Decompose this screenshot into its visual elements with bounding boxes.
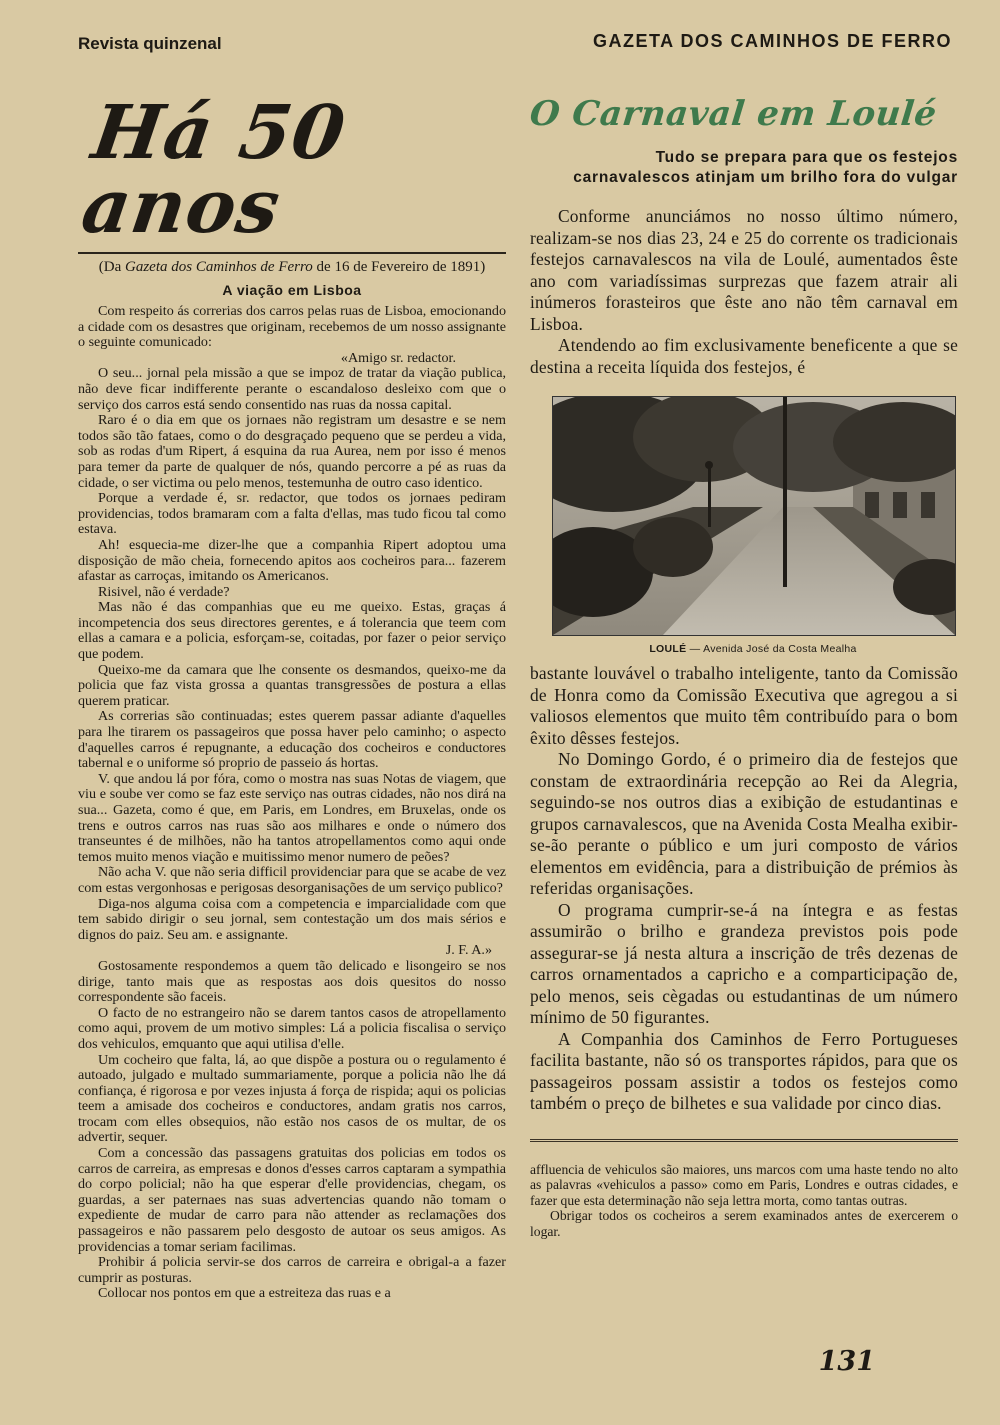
photo-caption bbox=[552, 643, 954, 655]
source-suffix: de 16 de Fevereiro de 1891) bbox=[312, 259, 486, 275]
left-paragraph: Raro é o dia em que os jornaes não registram um desastre e se nem todos são tão fataes, como o do desgraçado pequeno que se perdeu a vida, sob as rodas d'um Ripert, á esquina da rua Aurea, nem por isso é menos para temer da parte de qualquer de nós, quando percorre a pé as ruas da cidade, o ser victima ou pelo menos, testemunha de outro caso identico. bbox=[78, 412, 506, 491]
left-article-title: Há 50 anos bbox=[76, 90, 351, 250]
right-article-title: O Carnaval em Loulé bbox=[527, 94, 939, 134]
left-paragraph: Queixo-me da camara que lhe consente os desmandos, queixo-me da policia que faz vista grossa a quantas transgressões de postura a ellas querem praticar. bbox=[78, 661, 506, 709]
left-paragraph: Diga-nos alguma coisa com a competencia e imparcialidade com que tem sabido dirigir o seu jornal, sem contestação um dos mais sérios e dignos do paiz. Seu am. e assignante. bbox=[78, 895, 506, 943]
right-paragraph: No Domingo Gordo, é o primeiro dia de festejos que constam de extraordinária recepção ao Rei da Alegria, seguindo-se nos outros dias a exibição de estudantinas e grupos carnavalescos, que na Avenida Costa Mealha exibir-se-ão perante o público e um juri composto de vários elementos em evidência, para a distribuição de prémios às referidas organisações. bbox=[530, 749, 958, 898]
letter-signature: J. F. A.» bbox=[445, 942, 492, 959]
letter-salutation: «Amigo sr. redactor. bbox=[340, 349, 456, 366]
continuation-paragraph: Obrigar todos os cocheiros a serem examinados antes de exercerem o logar. bbox=[530, 1208, 958, 1239]
right-column bbox=[527, 90, 958, 1239]
left-subhead: A viação em Lisboa bbox=[222, 282, 362, 298]
caption-text: — Avenida José da Costa Mealha bbox=[686, 643, 857, 655]
left-paragraph: Gostosamente respondemos a quem tão delicado e lisongeiro se nos dirige, tanto mais que as respostas aos dois quesitos do nosso correspondente são faceis. bbox=[78, 957, 506, 1006]
source-line bbox=[78, 259, 506, 276]
right-paragraph: Atendendo ao fim exclusivamente beneficente a que se destina a receita líquida dos festejos, é bbox=[530, 335, 958, 377]
right-paragraph: O programa cumprir-se-á na íntegra e as festas assumirão o brilho e grandeza previstos pois pode assegurar-se já nesta altura a inscrição de três dezenas de carros ornamentados a capricho e a comparticipação de, pelo menos, seis cègadas ou estudantinas de um número mínimo de 50 figurantes. bbox=[530, 899, 958, 1027]
left-paragraph: Risivel, não é verdade? bbox=[98, 583, 230, 600]
source-prefix: (Da bbox=[98, 259, 125, 275]
page-number: 131 bbox=[818, 1346, 875, 1377]
right-paragraph: bastante louvável o trabalho inteligente, tanto da Comissão de Honra como da Comissão Executiva que agregou a si valiosos elementos que muito têm contribuído para o bom êxito dêsses festejos. bbox=[530, 663, 958, 748]
left-paragraph: Mas não é das companhias que eu me queixo. Estas, graças á incompetencia dos seus directores gerentes, e á tolerancia que teem com ellas a camara e a policia, esforçam-se, coitadas, por fazer o peior serviço que podem. bbox=[78, 599, 506, 663]
title-rule bbox=[78, 252, 506, 254]
deck-line: Tudo se prepara para que os festejos bbox=[655, 149, 958, 166]
right-paragraph: Conforme anunciámos no nosso último número, realizam-se nos dias 23, 24 e 25 do corrente os tradicionais festejos carnavalescos na vila de Loulé, aumentados êste ano com variadíssimas surprezas que fazem atrair ali inúmeros forasteiros que êste ano não têm carnaval em Lisboa. bbox=[530, 206, 958, 334]
article-deck bbox=[530, 148, 958, 188]
left-paragraph: O seu... jornal pela missão a que se impoz de tratar da viação publica, não deve ficar indifferente perante o escandaloso desleixo com que o serviço dos carros está sendo consentido nas ruas da nossa capital. bbox=[78, 365, 506, 413]
avenue-photo bbox=[552, 396, 956, 636]
left-paragraph: Com respeito ás correrias dos carros pelas ruas de Lisboa, emocionando a cidade com os desastres que originam, recebemos de um nosso assignante o seguinte comunicado: bbox=[78, 303, 506, 351]
header-right: GAZETA DOS CAMINHOS DE FERRO bbox=[592, 31, 952, 51]
photo-figure bbox=[552, 396, 954, 655]
left-paragraph: Prohibir á policia servir-se dos carros de carreira e obrigal-a a fazer cumprir as posturas. bbox=[78, 1254, 506, 1286]
left-paragraph: Com a concessão das passagens gratuitas dos policias em todos os carros de carreira, as empresas e donos d'esses carros captaram a sympathia do corpo policial; não ha que esperar d'elle providencias, chegam, os guardas, a ser paternaes nas suas advertencias quando não tomam o expediente de mudar de carro para não attender as reclamações dos passageiros e não passarem pelo desgosto de autoar os seus amigos. As providencias a tomar seriam facilimas. bbox=[78, 1145, 506, 1255]
left-paragraph: Ah! esquecia-me dizer-lhe que a companhia Ripert adoptou uma disposição de mão cheia, fornecendo apitos aos cocheiros para... fazerem afastar as carroças, imitando os Americanos. bbox=[78, 536, 506, 585]
left-paragraph: V. que andou lá por fóra, como o mostra nas suas Notas de viagem, que viu e soube ver como se faz este serviço nas outras cidades, não nos dirá na sua... Gazeta, como é que, em Paris, em Londres, em Bruxelas, onde os trens e outros carros nas ruas são aos milhares e onde o número dos transeuntes é de milhões, não ha tantos atropellamentos como aqui onde temos muito menos viação e muitissimo menor numero de peões? bbox=[78, 770, 506, 865]
right-paragraph: A Companhia dos Caminhos de Ferro Portugueses facilita bastante, não só os transportes rápidos, para que os passageiros possam assistir a todos os festejos como também o preço de bilhetes e sua validade por cinco dias. bbox=[530, 1028, 958, 1113]
left-paragraph: Um cocheiro que falta, lá, ao que dispõe a postura ou o regulamento é autoado, julgado e multado summariamente, porque a policia não lhe dá confiança, é rigorosa e por vezes injusta á força de rispida; aqui os policias teem a amisade dos cocheiros e conductores, andam gratis nos carros, trocam com elles obsequios, não estão nos casos de os multar, de os advertir, sequer. bbox=[78, 1051, 506, 1146]
continuation-paragraph: affluencia de vehiculos são maiores, uns marcos com uma haste tendo no alto as palavras «vehiculos a passo» como em Paris, Londres e outras cidades, e fazer que esta determinação não seja lettra morta, como tantas outras. bbox=[530, 1161, 958, 1208]
section-separator bbox=[530, 1139, 958, 1142]
left-paragraph: As correrias são continuadas; estes querem passar adiante d'aquelles para lhe tirarem os passageiros que possa haver pelo caminho; o aspecto d'aquelles carros é repugnante, a educação dos cocheiros e conductores tabernal e o uniforme só proprio de passeio ás hortas. bbox=[78, 708, 506, 772]
deck-line: carnavalescos atinjam um brilho fora do vulgar bbox=[573, 169, 958, 186]
header-left: Revista quinzenal bbox=[78, 34, 222, 53]
left-column bbox=[78, 90, 506, 1302]
left-paragraph: Collocar nos pontos em que a estreiteza das ruas e a bbox=[98, 1285, 391, 1302]
left-paragraph: Porque a verdade é, sr. redactor, que todos os jornaes pediram providencias, todos bramaram com a falta d'ellas, mas tudo ficou tal como estava. bbox=[78, 490, 506, 538]
source-publication: Gazeta dos Caminhos de Ferro bbox=[125, 259, 313, 275]
left-paragraph: Não acha V. que não seria difficil providenciar para que se acabe de vez com estas vergonhosas e perigosas desorganisações de um serviço publico? bbox=[78, 864, 506, 896]
left-paragraph: O facto de no estrangeiro não se darem tantos casos de atropellamento como aqui, provem de um motivo simples: Lá a policia fiscalisa o serviço dos vehiculos, emquanto que aqui utilisa d'elle. bbox=[78, 1004, 506, 1052]
caption-place: LOULÉ bbox=[649, 643, 687, 655]
